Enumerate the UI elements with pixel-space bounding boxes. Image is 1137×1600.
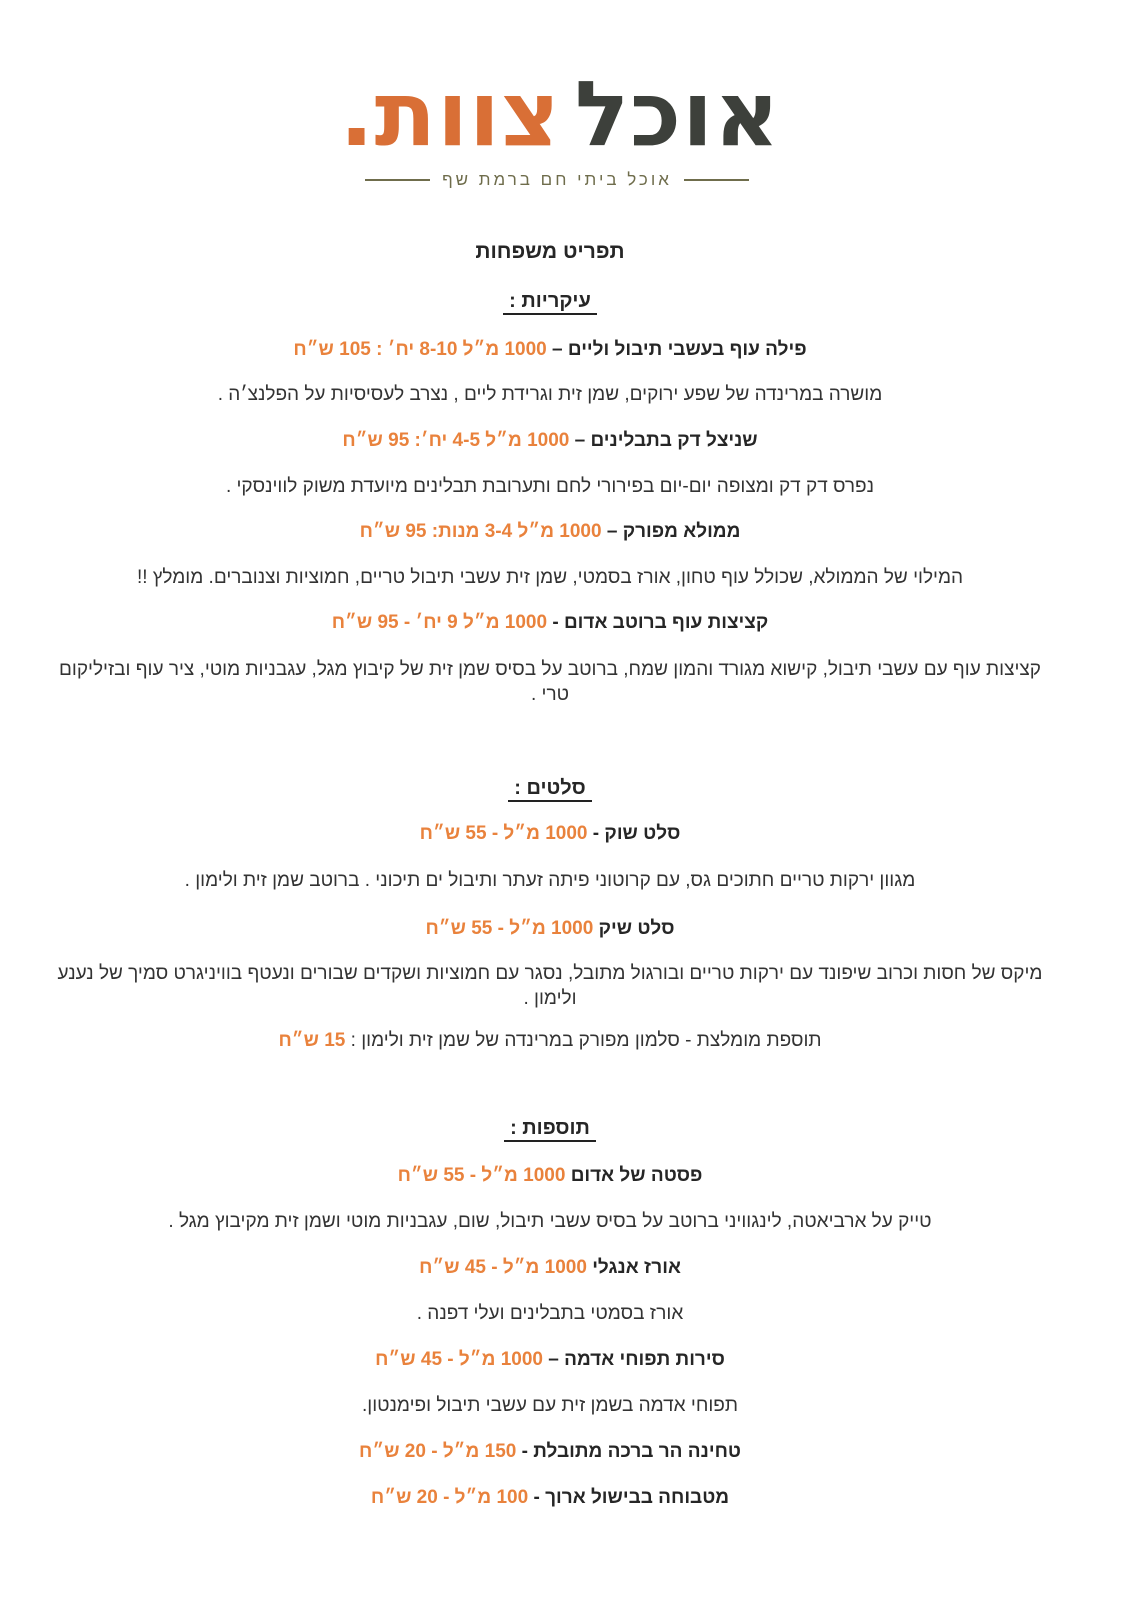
section-heading — [55, 289, 1045, 315]
tagline-row — [0, 168, 1114, 192]
menu-item-price: 1000 מ״ל - 55 ש״ח — [397, 1165, 566, 1186]
menu-item-description: מושרה במרינדה של שפע ירוקים, שמן זית וגרידת ליים , נצרב לעסיסיות על הפלנצ׳ה . — [217, 384, 883, 405]
menu-item-description: המילוי של הממולא, שכולל עוף טחון, אורז בסמטי, שמן זית עשבי תיבול טריים, חמוציות וצנוברים. מומלץ !! — [136, 567, 964, 588]
menu-item-name: פילה עוף בעשבי תיבול וליים – — [552, 339, 807, 360]
menu-item-name: ממולא מפורק – — [606, 521, 741, 542]
section-heading — [55, 1116, 1045, 1142]
menu-item — [55, 428, 1045, 453]
menu-item-price: 1000 מ״ל 9 יח׳ - 95 ש״ח — [331, 612, 548, 633]
menu-item-price: 1000 מ״ל - 55 ש״ח — [419, 823, 588, 844]
menu-item-price: 100 מ״ל - 20 ש״ח — [370, 1487, 529, 1508]
section-heading-text: סלטים : — [508, 777, 591, 802]
menu-item-price: 1000 מ״ל - 55 ש״ח — [425, 918, 594, 939]
brand-logo — [0, 60, 1120, 170]
menu-item-name: סלט שוק - — [592, 823, 681, 844]
menu-item-name: קציצות עוף ברוטב אדום - — [552, 612, 769, 633]
section-heading-text: תוספות : — [504, 1117, 596, 1142]
menu-item-price: 1000 מ״ל - 45 ש״ח — [375, 1349, 543, 1370]
menu-item — [55, 610, 1045, 635]
menu-item-price: 1000 מ״ל 3-4 מנות: 95 ש״ח — [359, 521, 602, 542]
section-heading-text: עיקריות : — [503, 290, 597, 315]
menu-item-description: קציצות עוף עם עשבי תיבול, קישוא מגורד והמון שמח, ברוטב על בסיס שמן זית של קיבוץ מגל, עגבניות מוטי, ציר עוף ובזיליקום טרי . — [59, 659, 1041, 705]
menu-item-name: אורז אנגלי — [592, 1257, 681, 1278]
menu-item — [55, 1485, 1045, 1510]
menu-item-description: טייק על ארביאטה, לינגוויני ברוטב על בסיס עשבי תיבול, שום, עגבניות מוטי ושמן זית מקיבוץ מגל . — [168, 1211, 932, 1232]
menu-item-name: מטבוחה בבישול ארוך - — [533, 1487, 730, 1508]
menu-item-description: מיקס של חסות וכרוב שיפונד עם ירקות טריים ובורגול מתובל, נסגר עם חמוציות ושקדים שבורים ונעטף בוויניגרט סמיך של נענע ולימון . — [57, 963, 1043, 1009]
addon-price: 15 ש״ח — [278, 1030, 346, 1051]
menu-item-description: אורז בסמטי בתבלינים ועלי דפנה . — [416, 1303, 684, 1324]
menu-item-description: תפוחי אדמה בשמן זית עם עשבי תיבול ופימנטון. — [361, 1395, 738, 1416]
menu-item — [55, 1439, 1045, 1464]
menu-item-name: טחינה הר ברכה מתובלת - — [521, 1441, 741, 1462]
menu-item — [55, 821, 1045, 846]
section-heading — [55, 776, 1045, 802]
logo-word-food: אוכל — [574, 62, 781, 167]
menu-item — [55, 1163, 1045, 1188]
menu-title: תפריט משפחות — [475, 240, 625, 263]
menu-item-price: 1000 מ״ל - 45 ש״ח — [419, 1257, 587, 1278]
menu-item-description: מגוון ירקות טריים חתוכים גס, עם קרוטוני פיתה זעתר ותיבול ים תיכוני . ברוטב שמן זית ולימון . — [184, 870, 916, 891]
menu-item-price: 1000 מ״ל 4-5 יח׳: 95 ש״ח — [342, 430, 570, 451]
tagline-divider-right — [684, 179, 749, 181]
menu-item-name: שניצל דק בתבלינים – — [574, 430, 758, 451]
menu-item-name: פסטה של אדום — [570, 1165, 703, 1186]
menu-item-price: 150 מ״ל - 20 ש״ח — [359, 1441, 517, 1462]
menu-item — [55, 519, 1045, 544]
menu-item-price: 1000 מ״ל 8-10 יח׳ : 105 ש״ח — [293, 339, 547, 360]
addon-line — [55, 1028, 1045, 1053]
menu-item-name: סירות תפוחי אדמה – — [548, 1349, 725, 1370]
menu-item — [55, 337, 1045, 362]
tagline-divider-left — [365, 179, 430, 181]
logo-word-team: צוות. — [339, 62, 561, 167]
menu-item — [55, 1347, 1045, 1372]
menu-item — [55, 916, 1045, 941]
menu-item-description: נפרס דק דק ומצופה יום-יום בפירורי לחם ותערובת תבלינים מיועדת משוק לווינסקי . — [225, 476, 875, 497]
menu-item — [55, 1255, 1045, 1280]
addon-text: תוספת מומלצת - סלמון מפורק במרינדה של שמן זית ולימון : — [350, 1030, 822, 1051]
menu-item-name: סלט שיק — [598, 918, 675, 939]
tagline: אוכל ביתי חם ברמת שף — [442, 170, 672, 189]
